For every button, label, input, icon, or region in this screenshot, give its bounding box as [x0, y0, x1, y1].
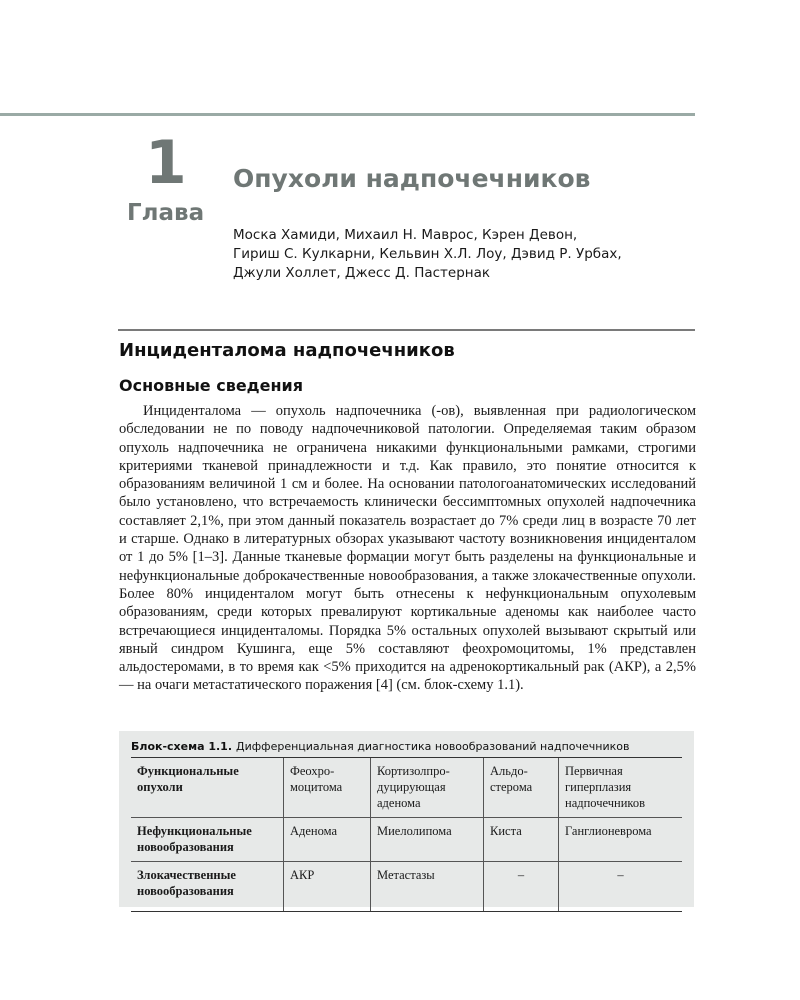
- diff-table: [131, 757, 682, 912]
- table-cell: Аденома: [284, 818, 371, 862]
- table-cell: Киста: [484, 818, 559, 862]
- chapter-number: 1: [145, 128, 187, 198]
- table-row: [131, 862, 682, 912]
- authors: [233, 226, 693, 283]
- top-rule: [0, 113, 695, 116]
- flowchart-label: Блок-схема 1.1.: [131, 740, 233, 753]
- table-cell: АКР: [284, 862, 371, 912]
- table-cell: Альдо-стерома: [484, 758, 559, 818]
- section-title: Инциденталома надпочечников: [119, 340, 455, 361]
- flowchart-caption: [131, 739, 629, 755]
- chapter-title: Опухоли надпочечников: [233, 164, 591, 193]
- flowchart-box: [119, 731, 694, 907]
- body-paragraph: Инциденталома — опухоль надпочечника (-ов), выявленная при радиологическом обследовании не по поводу надпочечниковой патологии. Определяемая таким образом опухоль надпочечника не ограничена никакими функциональными рамками, строгими критериями тканевой принадлежности и т.д. Как правило, это понятие относится к образованиям величиной 1 см и более. На основании патологоанатомических исследований было установлено, что встречаемость клинически бессимптомных опухолей надпочечника составляет 2,1%, при этом данный показатель возрастает до 7% среди лиц в возрасте 70 лет и старше. Однако в литературных обзорах указывают частоту возникновения инциденталом от 1 до 5% [1–3]. Данные тканевые формации могут быть разделены на функциональные и нефункциональные доброкачественные новообразования, а также злокачественные опухоли. Более 80% инциденталом могут быть отнесены к нефункциональным опухолевым образованиям, среди которых превалируют кортикальные аденомы как наиболее часто встречающиеся инциденталомы. Порядка 5% остальных опухолей вызывают скрытый или явный синдром Кушинга, еще 5% составляют феохромоцитомы, 1% представлен альдостеромами, в то время как <5% приходится на адренокортикальный рак (АКР), а 2,5% — на очаги метастатического поражения [4] (см. блок-схему 1.1).: [119, 403, 696, 694]
- table-cell: –: [484, 862, 559, 912]
- authors-line: Джули Холлет, Джесс Д. Пастернак: [233, 265, 491, 281]
- table-cell: Ганглионеврома: [559, 818, 683, 862]
- subsection-title: Основные сведения: [119, 376, 303, 395]
- chapter-word: Глава: [127, 200, 205, 226]
- table-cell: –: [559, 862, 683, 912]
- table-cell: Первичная гиперплазия надпочечников: [559, 758, 683, 818]
- authors-line: Моска Хамиди, Михаил Н. Маврос, Кэрен Девон,: [233, 227, 578, 243]
- flowchart-caption-text: Дифференциальная диагностика новообразований надпочечников: [236, 740, 630, 753]
- table-cell: Феохро-моцитома: [284, 758, 371, 818]
- table-cell: Метастазы: [371, 862, 484, 912]
- table-row: [131, 818, 682, 862]
- row-header: Функциональные опухоли: [131, 758, 284, 818]
- row-header: Нефункциональные новообразования: [131, 818, 284, 862]
- section-rule: [118, 329, 695, 331]
- table-cell: Миелолипома: [371, 818, 484, 862]
- authors-line: Гириш С. Кулкарни, Кельвин Х.Л. Лоу, Дэвид Р. Урбах,: [233, 246, 622, 262]
- table-row: [131, 758, 682, 818]
- row-header: Злокачественные новообразования: [131, 862, 284, 912]
- table-cell: Кортизолпро-дуцирующая аденома: [371, 758, 484, 818]
